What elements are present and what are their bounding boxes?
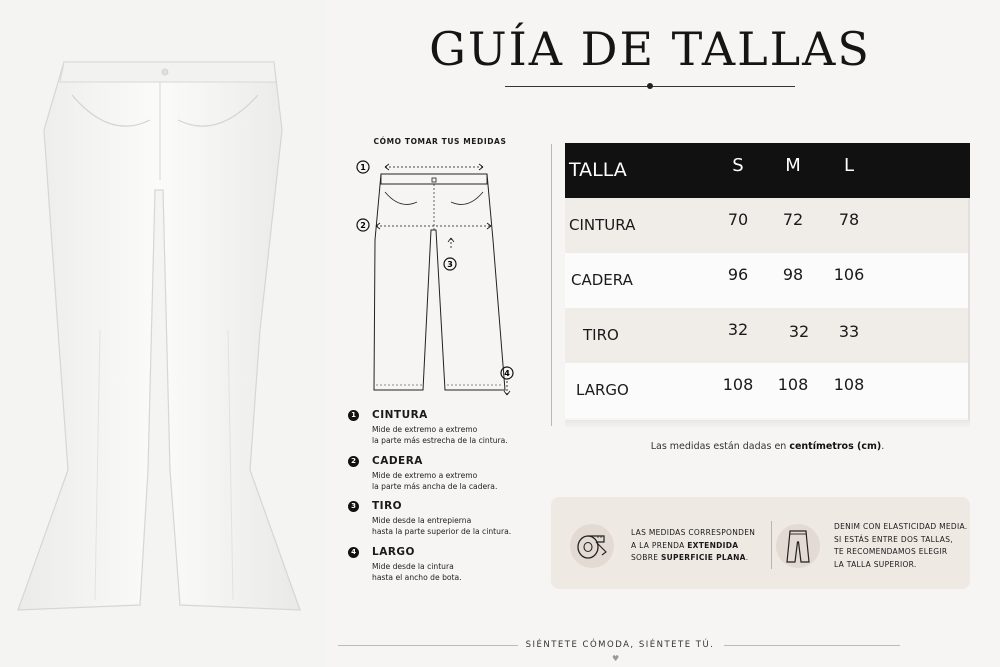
footer-rule-right (724, 645, 900, 646)
header-size-m: M (785, 155, 801, 176)
marker-1 (357, 161, 369, 173)
cell-value: 32 (788, 322, 810, 341)
svg-text:4: 4 (504, 369, 510, 378)
section-divider (551, 144, 552, 426)
white-flare-jeans-image (0, 0, 325, 667)
cell-value: 33 (838, 322, 860, 341)
footer-tagline: SIÉNTETE CÓMODA, SIÉNTETE TÚ. (525, 640, 715, 650)
measure-description: Mide desde la entrepierna hasta la parte superior de la cintura. (372, 516, 512, 536)
size-table (565, 143, 970, 418)
table-edge (968, 198, 970, 423)
row-label: CADERA (571, 271, 633, 289)
howto-title: CÓMO TOMAR TUS MEDIDAS (373, 137, 507, 146)
footer-rule-left (338, 645, 518, 646)
cell-value: 108 (777, 375, 809, 394)
row-label: TIRO (583, 326, 619, 344)
number-badge: 1 (348, 410, 359, 421)
measure-name: TIRO (372, 500, 403, 512)
measure-description: Mide de extremo a extremo la parte más ancha de la cadera. (372, 471, 498, 491)
row-label: CINTURA (569, 216, 636, 234)
header-size-s: S (732, 155, 744, 176)
jeans-icon (774, 522, 822, 570)
table-header-row (565, 143, 970, 198)
cell-value: 108 (833, 375, 865, 394)
product-photo-panel (0, 0, 325, 667)
marker-3 (444, 258, 456, 270)
table-row (565, 308, 970, 363)
svg-text:2: 2 (360, 221, 366, 230)
cell-value: 96 (727, 265, 749, 284)
svg-text:3: 3 (447, 260, 453, 269)
title-divider-dot (647, 83, 653, 89)
svg-text:1: 1 (360, 163, 366, 172)
number-badge: 4 (348, 547, 359, 558)
marker-2 (357, 219, 369, 231)
measure-description: Mide de extremo a extremo la parte más estrecha de la cintura. (372, 425, 508, 445)
units-note: Las medidas están dadas en centímetros (cm). (650, 441, 885, 452)
page-title: GUÍA DE TALLAS (429, 22, 871, 76)
row-label: LARGO (576, 381, 629, 399)
info-left-text: LAS MEDIDAS CORRESPONDEN A LA PRENDA EXTENDIDA SOBRE SUPERFICIE PLANA. (631, 528, 756, 562)
measure-name: CADERA (372, 455, 423, 467)
measurement-diagram (345, 150, 530, 405)
heart-icon: ♥ (612, 654, 620, 663)
cell-value: 72 (782, 210, 804, 229)
marker-4 (501, 367, 513, 379)
cell-value: 108 (722, 375, 754, 394)
measure-name: LARGO (372, 546, 415, 558)
number-badge: 2 (348, 456, 359, 467)
cell-value: 98 (782, 265, 804, 284)
cell-value: 70 (727, 210, 749, 229)
table-row (565, 253, 970, 308)
info-right-text: DENIM CON ELASTICIDAD MEDIA. SI ESTÁS ENTRE DOS TALLAS, TE RECOMENDAMOS ELEGIR LA TALLA SUPERIOR. (834, 522, 968, 569)
header-label: TALLA (569, 159, 627, 181)
cell-value: 32 (727, 320, 749, 339)
measure-name: CINTURA (372, 409, 428, 421)
table-row (565, 198, 970, 253)
cell-value: 106 (833, 265, 865, 284)
number-badge: 3 (348, 501, 359, 512)
info-divider (771, 521, 772, 569)
tape-measure-icon (568, 522, 616, 570)
table-shadow (565, 420, 970, 428)
table-row (565, 363, 970, 418)
cell-value: 78 (838, 210, 860, 229)
measure-description: Mide desde la cintura hasta el ancho de bota. (372, 562, 462, 582)
header-size-l: L (843, 155, 855, 176)
